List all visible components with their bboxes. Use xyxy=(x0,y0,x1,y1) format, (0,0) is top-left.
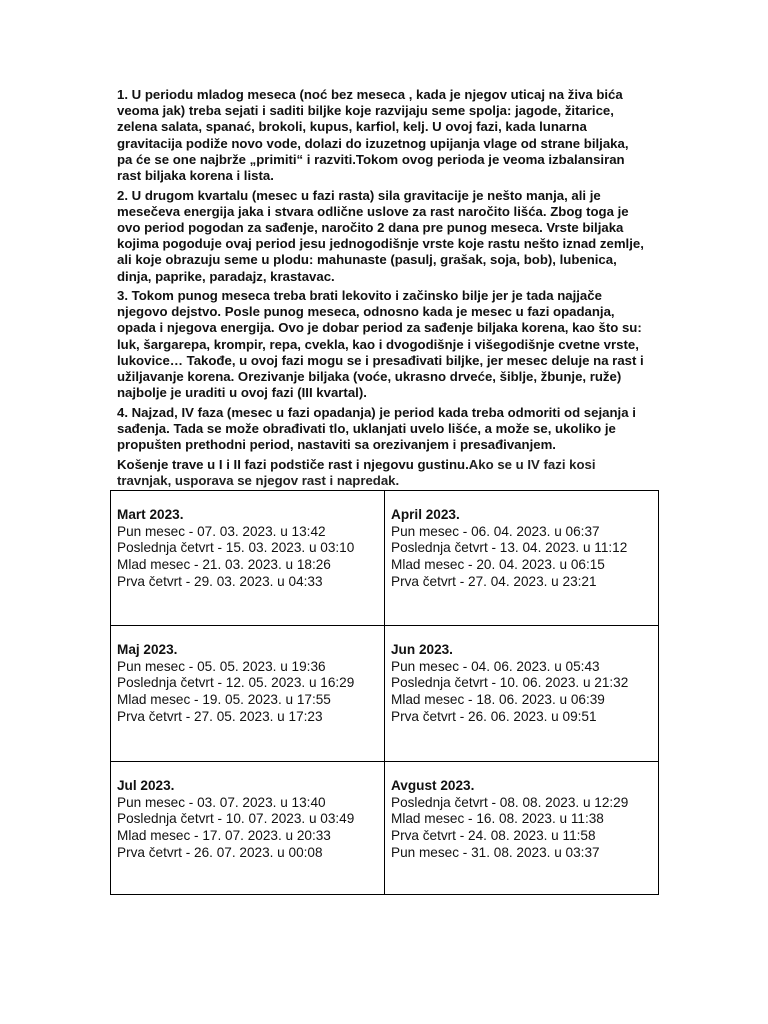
phase-entry: Poslednja četvrt - 12. 05. 2023. u 16:29 xyxy=(117,675,355,691)
month-title: Avgust 2023. xyxy=(391,778,475,793)
month-title: Jul 2023. xyxy=(117,778,175,793)
phase-entry: Poslednja četvrt - 15. 03. 2023. u 03:10 xyxy=(117,540,355,556)
month-title: April 2023. xyxy=(391,507,460,522)
paragraph-phase-4: 4. Najzad, IV faza (mesec u fazi opadanja) je period kada treba odmoriti od sejanja i sađenja. Tada se može obrađivati tlo, uklanjati uvelo lišće, a može se, ukoliko je propušten prethodni period, nastaviti sa orezivanjem i presađivanjem. xyxy=(117,404,636,453)
phase-entry: Mlad mesec - 16. 08. 2023. u 11:38 xyxy=(391,811,604,827)
table-cell-month xyxy=(111,626,385,762)
paragraph-mowing xyxy=(117,457,645,489)
planting-guide-text xyxy=(117,87,645,492)
table-cell-month xyxy=(111,762,385,894)
month-title: Maj 2023. xyxy=(117,642,178,657)
paragraph-phase-1: 1. U periodu mladog meseca (noć bez meseca , kada je njegov uticaj na živa bića veoma jak) treba sejati i saditi biljke koje razvijaju seme spolja: jagode, žitarice, zelena salata, spanać, brokoli, kupus, karfiol, kelj. U ovoj fazi, kada lunarna gravitacija podiže novo vode, dolazi do izuzetnog upijanja vlage od strane biljaka, pa će se one najbrže „primiti“ i razviti.Tokom ovog perioda je veoma izbalansiran rast biljaka korena i lista. xyxy=(117,87,629,184)
phase-entry: Poslednja četvrt - 08. 08. 2023. u 12:29 xyxy=(391,794,629,810)
phase-entry: Mlad mesec - 17. 07. 2023. u 20:33 xyxy=(117,828,331,844)
phase-entry: Prva četvrt - 26. 07. 2023. u 00:08 xyxy=(117,844,323,860)
phase-entry: Prva četvrt - 26. 06. 2023. u 09:51 xyxy=(391,708,597,724)
phase-entry: Prva četvrt - 27. 04. 2023. u 23:21 xyxy=(391,573,597,589)
paragraph-phase-2: 2. U drugom kvartalu (mesec u fazi rasta) sila gravitacije je nešto manja, ali je mesečeva energija jaka i stvara odlične uslove za rast naročito lišća. Zbog toga je ovo period pogodan za sađenje, naročito 2 dana pre punog meseca. Vrste biljaka kojima pogoduje ovaj period jesu jednogodišnje vrste koje rastu nešto iznad zemlje, ali koje obrazuju seme u plodu: mahunaste (pasulj, grašak, soja, bob), lubenica, dinja, paprike, paradajz, krastavac. xyxy=(117,187,644,284)
table-cell-month xyxy=(385,762,658,894)
phase-entry: Pun mesec - 04. 06. 2023. u 05:43 xyxy=(391,658,600,674)
phase-entry: Pun mesec - 06. 04. 2023. u 06:37 xyxy=(391,523,600,539)
paragraph-phase-3: 3. Tokom punog meseca treba brati lekovito i začinsko bilje jer je tada najjače njegovo dejstvo. Posle punog meseca, odnosno kada je mesec u fazi opadanja, opada i njegova energija. Ovo je dobar period za sađenje biljaka korena, kao što su: luk, šargarepa, krompir, repa, cvekla, kao i dvogodišnje i višegodišnje cvetne vrste, lukovice… Takođe, u ovoj fazi mogu se i presađivati biljke, jer mesec deluje na rast i užiljavanje korena. Orezivanje biljaka (voće, ukrasno drveće, šiblje, žbunje, ruže) najbolje je uraditi u ovoj fazi (III kvartal). xyxy=(117,288,644,401)
phase-entry: Poslednja četvrt - 10. 07. 2023. u 03:49 xyxy=(117,811,355,827)
phase-entry: Mlad mesec - 18. 06. 2023. u 06:39 xyxy=(391,692,605,708)
phase-entry: Pun mesec - 31. 08. 2023. u 03:37 xyxy=(391,844,600,860)
table-cell-month xyxy=(385,626,658,762)
phase-entry: Prva četvrt - 29. 03. 2023. u 04:33 xyxy=(117,573,323,589)
table-cell-month xyxy=(385,491,658,626)
mowing-lead: Košenje trave u I i II fazi podstiče rast i njegovu gustinu. xyxy=(117,456,469,472)
phase-entry: Mlad mesec - 21. 03. 2023. u 18:26 xyxy=(117,557,331,573)
month-title: Jun 2023. xyxy=(391,642,453,657)
phase-entry: Prva četvrt - 24. 08. 2023. u 11:58 xyxy=(391,828,596,844)
table-cell-month xyxy=(111,491,385,626)
month-title: Mart 2023. xyxy=(117,507,184,522)
phase-entry: Pun mesec - 03. 07. 2023. u 13:40 xyxy=(117,794,326,810)
phase-entry: Poslednja četvrt - 10. 06. 2023. u 21:32 xyxy=(391,675,629,691)
phase-entry: Mlad mesec - 19. 05. 2023. u 17:55 xyxy=(117,692,331,708)
mowing-tail: Ako se u IV fazi kosi travnjak, usporava se njegov rast i napredak. xyxy=(117,456,596,488)
phase-entry: Mlad mesec - 20. 04. 2023. u 06:15 xyxy=(391,557,605,573)
phase-entry: Prva četvrt - 27. 05. 2023. u 17:23 xyxy=(117,708,323,724)
phase-entry: Pun mesec - 07. 03. 2023. u 13:42 xyxy=(117,523,326,539)
moon-phase-table xyxy=(110,490,659,895)
phase-entry: Pun mesec - 05. 05. 2023. u 19:36 xyxy=(117,658,326,674)
phase-entry: Poslednja četvrt - 13. 04. 2023. u 11:12 xyxy=(391,540,628,556)
